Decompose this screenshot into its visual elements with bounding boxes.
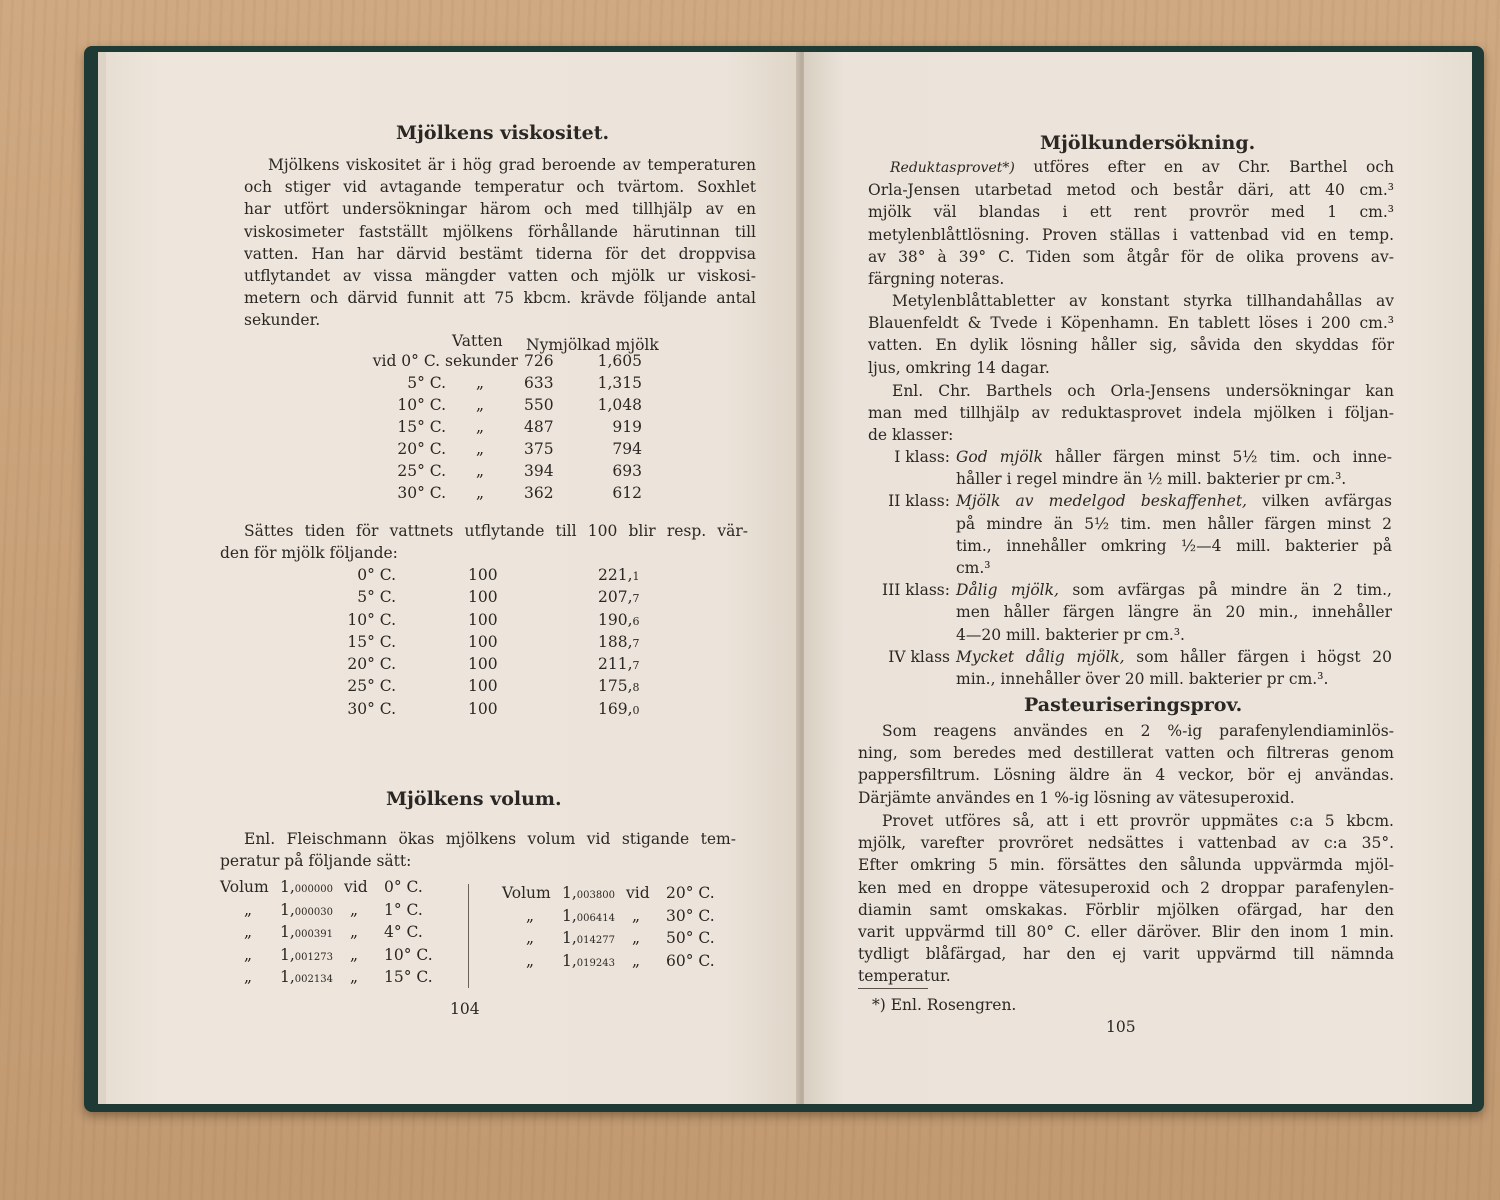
heading-milk-examination: Mjölkundersökning. [1040, 132, 1256, 154]
table-row [316, 653, 666, 675]
volume-label: Volum [220, 878, 269, 896]
volume-vid: vid [626, 884, 650, 902]
text-line: mjölk, varefter provröret nedsättes i vattenbad av c:a 35°. [858, 834, 1394, 853]
milk-decimal: 1 [632, 570, 640, 583]
paragraph-volume [220, 828, 736, 872]
volume-label: „ [244, 945, 253, 964]
paragraph-reductase [868, 156, 1394, 290]
volume-value [280, 921, 333, 946]
text-line: Enl. Chr. Barthels och Orla-Jensens undersökningar kan [892, 382, 1394, 400]
left-page [98, 52, 808, 1104]
text-line: tim., innehåller omkring ½—4 mill. bakterier på [956, 536, 1392, 555]
table-row [502, 927, 722, 950]
table-row [316, 631, 666, 653]
volume-value [562, 950, 615, 975]
row-milk [598, 653, 640, 677]
volume-label: „ [244, 968, 253, 986]
text-line: Provet utföres så, att i ett provrör uppmätes c:a 5 kbcm. [882, 812, 1394, 830]
text-line: sekunder. [244, 311, 321, 330]
class-label: IV klass [888, 647, 950, 666]
row-water: 100 [468, 655, 498, 674]
text-line [868, 156, 1394, 179]
volume-decimals: 002134 [294, 974, 333, 985]
volume-vid: „ [632, 929, 641, 947]
line-text: håller färgen minst 5½ tim. och inne- [1055, 448, 1393, 466]
row-milk: 1,315 [597, 374, 642, 392]
heading-viscosity: Mjölkens viskositet. [396, 122, 610, 144]
text-line [956, 490, 1392, 512]
class-lead: Mjölk av medelgod beskaffenhet, [956, 492, 1247, 511]
row-milk [598, 609, 640, 633]
row-milk: 794 [612, 440, 642, 458]
volume-value [280, 944, 333, 969]
text-line: färgning noteras. [868, 270, 1005, 289]
volume-vid: „ [632, 951, 641, 970]
milk-value: 207, [598, 588, 633, 607]
volume-label: „ [526, 951, 535, 970]
milk-value: 188, [598, 632, 633, 651]
text-line: Orla-Jensen utarbetad metod och består däri, att 40 cm.³ [868, 181, 1394, 200]
class-description [956, 490, 1392, 579]
paragraph-reagent [858, 720, 1394, 809]
text-line: har utfört undersökningar härom och med tillhjälp av en [244, 200, 756, 219]
table-row [288, 372, 678, 394]
row-milk: 693 [612, 462, 642, 480]
volume-label: Volum [502, 884, 551, 902]
text-line: men håller färgen längre än 20 min., innehåller [956, 603, 1392, 622]
row-ditto: „ [476, 418, 485, 436]
row-water: 487 [524, 418, 554, 436]
text-line: diamin samt omskakas. Förblir mjölken ofärgad, har den [858, 900, 1394, 919]
milk-value: 190, [598, 610, 633, 629]
text-line: på mindre än 5½ tim. men håller färgen minst 2 [956, 514, 1392, 533]
text-line: min., innehåller över 20 mill. bakterier pr cm.³. [956, 670, 1329, 689]
row-water: 100 [468, 610, 498, 629]
volume-int: 1, [562, 951, 577, 970]
row-water: 550 [524, 396, 554, 414]
row-temp: 15° C. [397, 418, 446, 436]
text-line: metylenblåttlösning. Proven ställas i vattenbad vid en temp. [868, 225, 1394, 244]
volume-value [280, 966, 333, 991]
footnote: *) Enl. Rosengren. [872, 996, 1017, 1014]
volume-value [562, 882, 615, 907]
class-label: I klass: [894, 448, 950, 466]
text-line: mjölk väl blandas i ett rent provrör med 1 cm.³ [868, 203, 1394, 222]
table-row [288, 416, 678, 438]
table-row [288, 482, 678, 504]
row-temp: 5° C. [357, 588, 396, 607]
volume-label: „ [244, 900, 253, 919]
volume-value [562, 905, 615, 930]
text-line: ning, som beredes med destillerat vatten och filtreras genom [858, 744, 1394, 763]
heading-volume: Mjölkens volum. [386, 788, 562, 810]
text-line: håller i regel mindre än ½ mill. bakterier pr cm.³. [956, 470, 1347, 489]
volume-temp: 1° C. [384, 900, 423, 919]
row-temp: 10° C. [397, 396, 446, 414]
row-milk [598, 564, 640, 588]
relative-viscosity-table [316, 564, 666, 720]
lead-term: Reduktasprovet*) [890, 160, 1015, 176]
volume-value [280, 876, 333, 901]
text-line [956, 646, 1392, 668]
volume-int: 1, [280, 968, 295, 986]
row-ditto: „ [476, 374, 485, 392]
volume-label: „ [244, 923, 253, 941]
volume-int: 1, [280, 900, 295, 919]
table-row [502, 882, 722, 905]
text-line: cm.³ [956, 559, 991, 578]
row-milk: 1,605 [597, 352, 642, 370]
row-temp: 15° C. [347, 632, 396, 651]
volume-int: 1, [280, 945, 295, 964]
line-text: som avfärgas på mindre än 2 tim., [1072, 581, 1392, 600]
row-water: 375 [524, 440, 554, 458]
text-line: tydligt blåfärgad, har den ej varit uppvärmd till nämnda [858, 945, 1394, 964]
viscosity-table [288, 350, 678, 504]
volume-int: 1, [562, 906, 577, 925]
footnote-rule [858, 988, 928, 989]
class-description [956, 646, 1392, 690]
paragraph-viscosity-intro [244, 154, 756, 332]
volume-decimals: 001273 [294, 951, 333, 963]
volume-temp: 30° C. [666, 906, 715, 925]
text-line: de klasser: [868, 426, 954, 445]
volume-decimals: 014277 [576, 935, 615, 946]
text-line: man med tillhjälp av reduktasprovet indela mjölken i följan- [868, 404, 1394, 423]
table-row [502, 950, 722, 973]
class-label: II klass: [888, 492, 950, 511]
row-water: 100 [468, 632, 498, 651]
volume-vid: „ [350, 923, 359, 941]
text-line: Därjämte användes en 1 %-ig lösning av vätesuperoxid. [858, 788, 1295, 807]
volume-decimals: 019243 [576, 957, 615, 969]
text-line: ljus, omkring 14 dagar. [868, 358, 1050, 377]
milk-value: 169, [598, 699, 633, 718]
volume-vid: „ [350, 900, 359, 919]
milk-value: 211, [598, 655, 633, 674]
line-text: som håller färgen i högst 20 [1136, 647, 1392, 666]
table-row [316, 675, 666, 697]
volume-table-right [502, 882, 722, 972]
text-line: Enl. Fleischmann ökas mjölkens volum vid stigande tem- [244, 830, 736, 848]
class-description [956, 446, 1392, 490]
page-number-left: 104 [450, 1000, 480, 1018]
row-milk: 612 [612, 484, 642, 502]
class-lead: God mjölk [956, 448, 1043, 466]
row-temp: vid 0° C. sekunder [372, 352, 518, 370]
volume-vid: „ [350, 968, 359, 986]
volume-int: 1, [280, 878, 295, 896]
volume-temp: 50° C. [666, 929, 715, 947]
milk-decimal: 0 [632, 703, 640, 717]
volume-table-left [220, 876, 460, 989]
volume-vid: vid [344, 878, 368, 896]
line-text: utföres efter en av Chr. Barthel och [1033, 158, 1394, 176]
text-line: Mjölkens viskositet är i hög grad beroende av temperaturen [268, 156, 756, 174]
table-row [220, 876, 460, 899]
volume-temp: 10° C. [384, 945, 433, 964]
row-water: 100 [468, 677, 498, 696]
volume-int: 1, [562, 884, 577, 902]
text-line [956, 446, 1392, 468]
col-header-water: Vatten [452, 332, 503, 350]
table-row [288, 350, 678, 372]
text-line: 4—20 mill. bakterier pr cm.³. [956, 625, 1185, 644]
row-temp: 30° C. [397, 484, 446, 502]
volume-int: 1, [280, 923, 295, 941]
class-lead: Dålig mjölk, [956, 581, 1059, 600]
volume-temp: 0° C. [384, 878, 423, 896]
paragraph-procedure [858, 810, 1394, 988]
text-line: viskosimeter fastställt mjölkens förhållande härutinnan till [244, 222, 756, 241]
row-temp: 10° C. [347, 610, 396, 629]
text-line: varit uppvärmd till 80° C. eller däröver. Blir den inom 1 min. [858, 923, 1394, 942]
paragraph-classes-intro [868, 380, 1394, 447]
text-line: den för mjölk följande: [220, 544, 398, 563]
milk-decimal: 7 [632, 659, 640, 673]
milk-value: 175, [598, 677, 633, 696]
col-header-milk: Nymjölkad mjölk [526, 336, 659, 354]
row-temp: 20° C. [347, 655, 396, 674]
milk-value: 221, [598, 566, 633, 584]
heading-pasteurization: Pasteuriseringsprov. [1024, 694, 1243, 716]
text-line: Som reagens användes en 2 %-ig parafenylendiaminlös- [882, 722, 1394, 740]
row-milk [598, 631, 640, 655]
volume-temp: 4° C. [384, 923, 423, 941]
text-line: Metylenblåttabletter av konstant styrka tillhandahållas av [892, 292, 1394, 310]
milk-class-3 [860, 579, 1400, 646]
row-temp: 20° C. [397, 440, 446, 458]
text-line: av 38° à 39° C. Tiden som åtgår för de olika provens av- [868, 247, 1394, 266]
volume-label: „ [526, 929, 535, 947]
volume-label: „ [526, 906, 535, 925]
row-milk: 1,048 [597, 396, 642, 414]
volume-table-divider [468, 884, 469, 988]
line-text: vilken avfärgas [1262, 492, 1392, 511]
page-number-right: 105 [1106, 1018, 1136, 1036]
row-temp: 25° C. [397, 462, 446, 480]
row-temp: 25° C. [347, 677, 396, 696]
row-temp: 30° C. [347, 699, 396, 718]
volume-decimals: 000391 [294, 929, 333, 940]
row-temp: 5° C. [407, 374, 446, 392]
paragraph-tablets [868, 290, 1394, 379]
volume-decimals: 003800 [576, 890, 615, 901]
table-row [316, 586, 666, 608]
row-water: 394 [524, 462, 554, 480]
volume-decimals: 000000 [294, 884, 333, 895]
right-page [804, 52, 1472, 1104]
table-row [220, 944, 460, 967]
milk-decimal: 7 [632, 636, 640, 650]
row-water: 100 [468, 699, 498, 718]
milk-class-1 [860, 446, 1400, 490]
volume-vid: „ [350, 945, 359, 964]
row-ditto: „ [476, 484, 485, 502]
text-line: vatten. Han har därvid bestämt tiderna för det droppvisa [244, 244, 756, 263]
text-line: temperatur. [858, 967, 951, 986]
milk-class-4 [860, 646, 1400, 690]
text-line: peratur på följande sätt: [220, 852, 412, 871]
row-ditto: „ [476, 440, 485, 458]
row-milk [598, 675, 640, 699]
table-row [220, 966, 460, 989]
row-water: 633 [524, 374, 554, 392]
milk-decimal: 8 [632, 681, 640, 695]
row-milk [598, 698, 640, 722]
table-row [288, 438, 678, 460]
volume-temp: 60° C. [666, 951, 715, 970]
volume-decimals: 000030 [294, 906, 333, 918]
milk-classes [860, 446, 1400, 690]
text-line: Sättes tiden för vattnets utflytande till 100 blir resp. vär- [244, 522, 748, 540]
table-row [220, 921, 460, 944]
row-temp: 0° C. [357, 566, 396, 584]
text-line: metern och därvid funnit att 75 kbcm. krävde följande antal [244, 289, 756, 308]
row-water: 362 [524, 484, 554, 502]
text-line: utflytandet av vissa mängder vatten och mjölk ur viskosi- [244, 267, 756, 286]
row-milk: 919 [612, 418, 642, 436]
row-ditto: „ [476, 396, 485, 414]
milk-class-2 [860, 490, 1400, 579]
text-line: pappersfiltrum. Lösning äldre än 4 veckor, bör ej användas. [858, 766, 1394, 785]
table-row [502, 905, 722, 928]
class-lead: Mycket dålig mjölk, [956, 647, 1125, 666]
row-milk [598, 586, 640, 610]
text-line: vatten. En dylik lösning håller sig, såvida den skyddas för [868, 336, 1394, 355]
table-row [316, 698, 666, 720]
class-label: III klass: [881, 581, 950, 600]
row-water: 100 [468, 566, 498, 584]
text-line: Blauenfeldt & Tvede i Köpenhamn. En tablett löses i 200 cm.³ [868, 314, 1394, 333]
table-row [316, 564, 666, 586]
row-water: 100 [468, 588, 498, 607]
volume-value [280, 899, 333, 924]
volume-temp: 15° C. [384, 968, 433, 986]
row-ditto: „ [476, 462, 485, 480]
table-row [220, 899, 460, 922]
table-row [288, 394, 678, 416]
text-line: och stiger vid avtagande temperatur och tvärtom. Soxhlet [244, 178, 756, 197]
milk-decimal: 6 [632, 614, 640, 628]
row-water: 726 [524, 352, 554, 370]
volume-decimals: 006414 [576, 912, 615, 924]
volume-value [562, 927, 615, 952]
volume-temp: 20° C. [666, 884, 715, 902]
text-line [956, 579, 1392, 601]
paragraph-relative [220, 520, 748, 564]
volume-int: 1, [562, 929, 577, 947]
table-row [316, 609, 666, 631]
milk-decimal: 7 [632, 592, 640, 606]
text-line: ken med en droppe vätesuperoxid och 2 droppar parafenylen- [858, 878, 1394, 897]
table-row [288, 460, 678, 482]
volume-vid: „ [632, 906, 641, 925]
class-description [956, 579, 1392, 646]
text-line: Efter omkring 5 min. försättes den sålunda uppvärmda mjöl- [858, 856, 1394, 875]
